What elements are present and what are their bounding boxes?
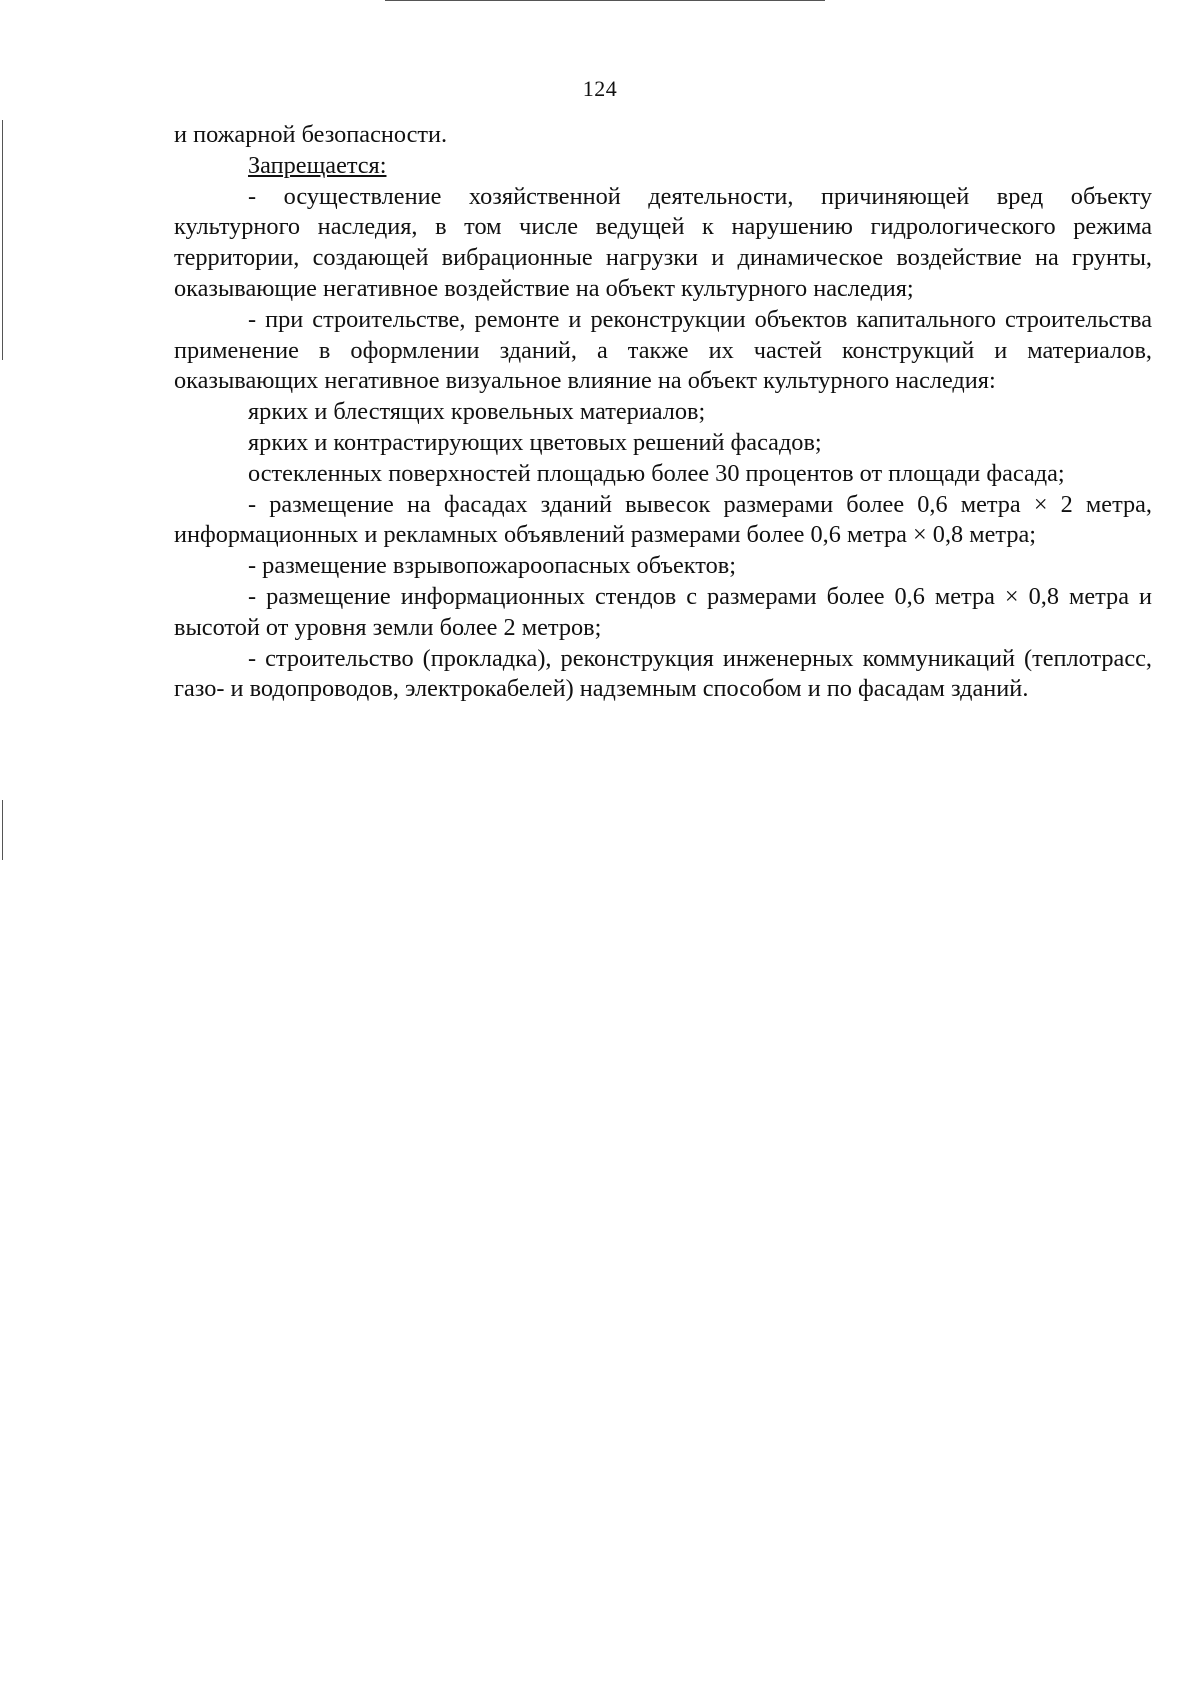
document-body [174, 120, 1152, 705]
paragraph-text: - размещение на фасадах зданий вывесок размерами более 0,6 метра × 2 метра, информационных и рекламных объявлений размерами более 0,6 метра × 0,8 метра; [174, 490, 1152, 549]
paragraph-text: - осуществление хозяйственной деятельности, причиняющей вред объекту культурного наследия, в том числе ведущей к нарушению гидрологического режима территории, создающей вибрационные нагрузки и динамическое воздействие на грунты, оказывающие негативное воздействие на объект культурного наследия; [174, 182, 1152, 302]
paragraph-item [174, 182, 1152, 305]
paragraph-subitem [174, 428, 1152, 459]
paragraph-text: ярких и блестящих кровельных материалов; [248, 398, 706, 426]
paragraph-text: - размещение информационных стендов с размерами более 0,6 метра × 0,8 метра и высотой от уровня земли более 2 метров; [174, 582, 1152, 641]
scan-edge-left [2, 120, 3, 360]
paragraph-subitem [174, 397, 1152, 428]
paragraph-text: - размещение взрывопожароопасных объектов; [248, 552, 736, 580]
scan-edge-left-lower [2, 800, 3, 860]
paragraph-item [174, 490, 1152, 552]
paragraph-text: - при строительстве, ремонте и реконструкции объектов капитального строительства применение в оформлении зданий, а также их частей конструкций и материалов, оказывающих негативное визуальное влияние на объект культурного наследия: [174, 305, 1152, 395]
heading-prohibited: Запрещается: [248, 151, 387, 179]
paragraph-item [174, 551, 1152, 582]
paragraph-item [174, 582, 1152, 644]
paragraph-text: и пожарной безопасности. [174, 121, 448, 148]
paragraph-heading-prohibited [174, 151, 1152, 182]
page-number: 124 [582, 76, 618, 101]
scan-edge-top [385, 0, 825, 1]
paragraph-text: ярких и контрастирующих цветовых решений фасадов; [248, 428, 822, 456]
paragraph-text: остекленных поверхностей площадью более 30 процентов от площади фасада; [248, 459, 1065, 487]
paragraph-item [174, 644, 1152, 706]
paragraph-item [174, 305, 1152, 397]
paragraph-subitem [174, 459, 1152, 490]
paragraph-continuation [174, 120, 1152, 151]
paragraph-text: - строительство (прокладка), реконструкция инженерных коммуникаций (теплотрасс, газо- и водопроводов, электрокабелей) надземным способом и по фасадам зданий. [174, 644, 1152, 703]
